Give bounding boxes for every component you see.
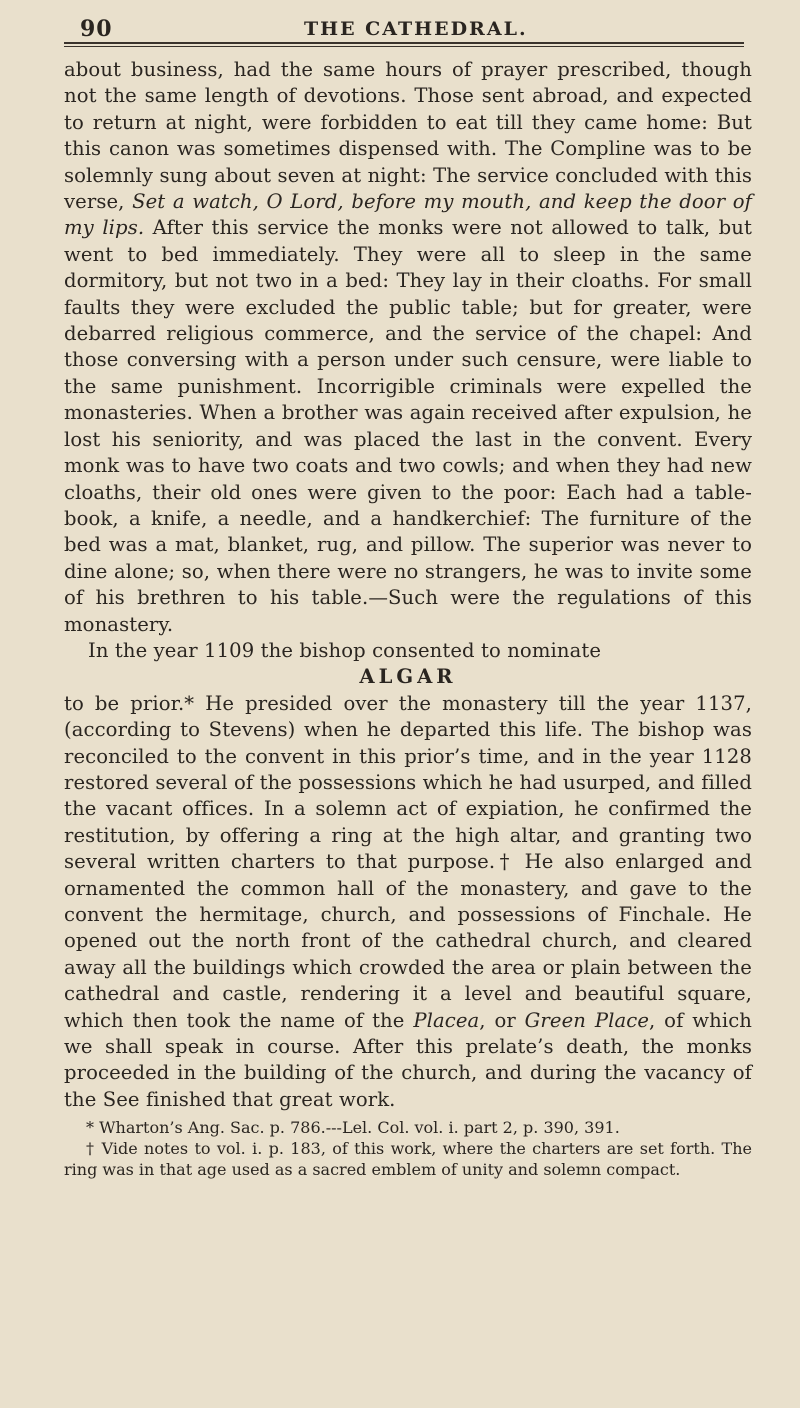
paragraph-text: to be prior.* He presided over the monastery till the year 1137, (according to Stevens) when he departed this life. The bishop was reconciled to the convent in this prior’s time, and in the year 1128 restored several of the possessions which he had usurped, and filled the vacant offices. In a solemn act of expiation, he confirmed the restitution, by offering a ring at the high altar, and granting two several written charters to that purpose.† He also enlarged and ornamented the common hall of the monastery, and gave to the convent the hermitage, church, and possessions of Finchale. He opened out the north front of the cathedral church, and cleared away all the buildings which crowded the area or plain between the cathedral and castle, rendering it a level and beautiful square, which then took the name of the [64,691,752,1032]
paragraph-text: , or [479,1008,525,1032]
footnotes [64,1117,752,1180]
body-text [64,57,752,1113]
section-heading: ALGAR [359,665,457,689]
paragraph-text: After this service the monks were not allowed to talk, but went to bed immediately. They were all to sleep in the same dormitory, but not two in a bed: They lay in their cloaths. For small faults they were excluded the public table; but for greater, were debarred religious commerce, and the service of the chapel: And those conversing with a person under such censure, were liable to the same punishment. Incorrigible criminals were expelled the monasteries. When a brother was again received after expulsion, he lost his seniority, and was placed the last in the convent. Every monk was to have two coats and two cowls; and when they had new cloaths, their old ones were given to the poor: Each had a table-book, a knife, a needle, and a handkerchief: The furniture of the bed was a mat, blanket, rug, and pillow. The superior was never to dine alone; so, when there were no strangers, he was to invite some of his brethren to his table.—Such were the regulations of this monastery. [64,216,752,636]
paragraph-text: , of which we shall speak in course. After this prelate’s death, the monks proceeded in the building of the church, and during the vacancy of the See finished that great work. [64,1008,753,1111]
header-rule [64,42,744,47]
paragraph-year-1109: In the year 1109 the bishop consented to nominate [88,638,602,662]
footnote-1: * Wharton’s Ang. Sac. p. 786.---Lel. Col. vol. i. part 2, p. 390, 391. [86,1118,620,1138]
paragraph-algar [64,691,752,1114]
paragraph-rule-of-monks [64,57,752,638]
paragraph-text: about business, had the same hours of prayer prescribed, though not the same length of devotions. Those sent abroad, and expected to return at night, were forbidden to eat till they came home: But this canon was sometimes dispensed with. The Compline was to be solemnly sung about seven at night: The service concluded with this verse, [64,58,752,214]
green-place-term: Green Place [524,1008,650,1032]
page-header [64,0,752,40]
page-number: 90 [80,16,113,42]
footnote-2: † Vide notes to vol. i. p. 183, of this work, where the charters are set forth. The ring was in that age used as a sacred emblem of unity and solemn compact. [64,1139,752,1180]
running-title: THE CATHEDRAL. [304,18,528,40]
compline-verse: Set a watch, O Lord, before my mouth, and keep the door of my lips. [64,190,752,240]
placea-term: Placea [413,1008,480,1032]
